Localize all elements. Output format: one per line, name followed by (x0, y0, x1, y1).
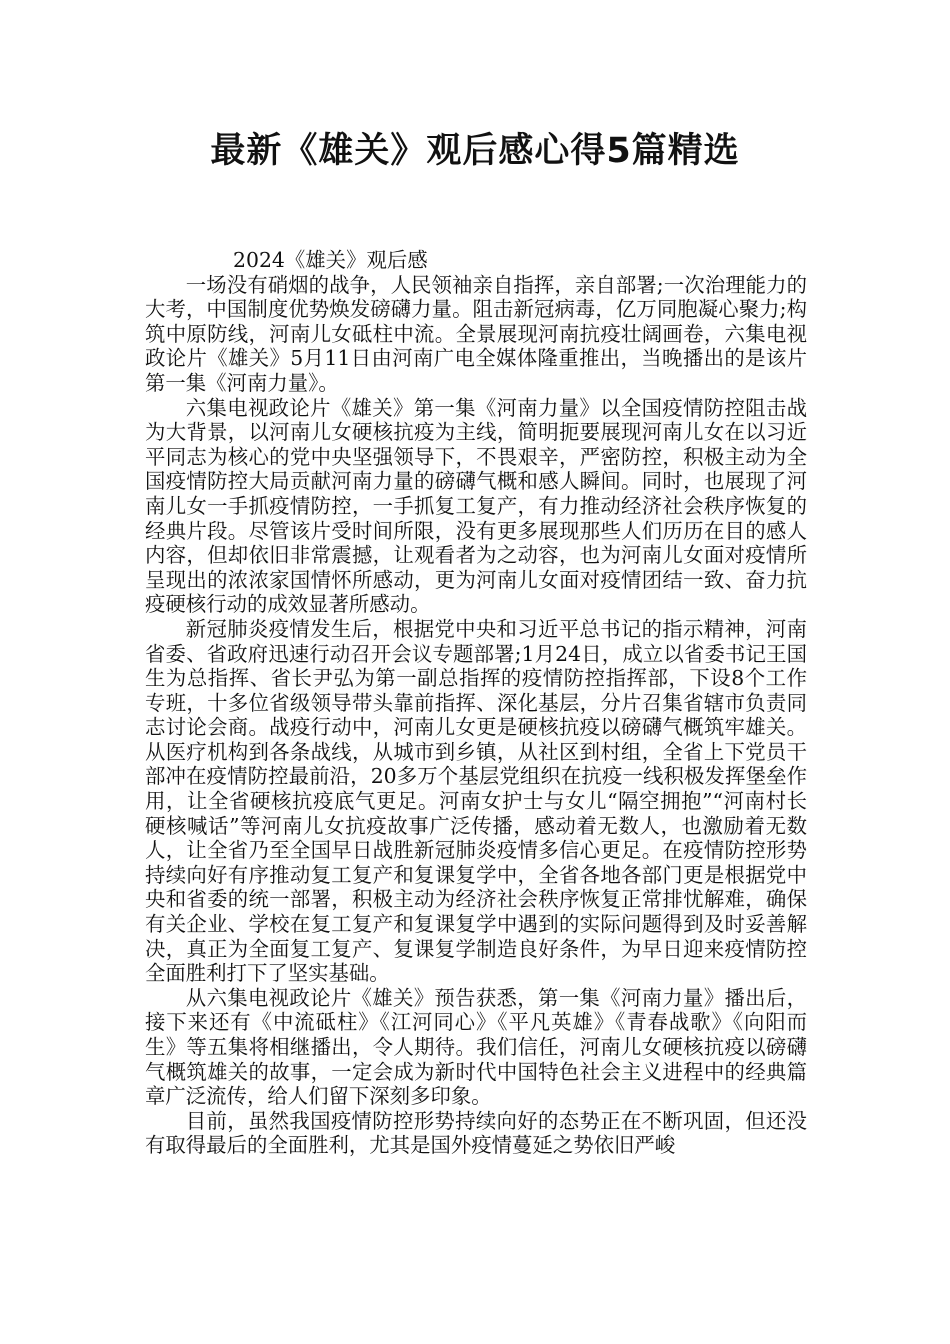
document-body (145, 248, 807, 1158)
paragraph: 目前，虽然我国疫情防控形势持续向好的态势正在不断巩固，但还没有取得最后的全面胜利，尤其是国外疫情蔓延之势依旧严峻 (145, 1108, 807, 1158)
paragraph: 从六集电视政论片《雄关》预告获悉，第一集《河南力量》播出后，接下来还有《中流砥柱》《江河同心》《平凡英雄》《青春战歌》《向阳而生》等五集将相继播出，令人期待。我们信任，河南儿女硬核抗疫以磅礴气概筑雄关的故事，一定会成为新时代中国特色社会主义进程中的经典篇章广泛流传，给人们留下深刻多印象。 (145, 985, 807, 1109)
paragraph: 六集电视政论片《雄关》第一集《河南力量》以全国疫情防控阻击战为大背景，以河南儿女硬核抗疫为主线，简明扼要展现河南儿女在以习近平同志为核心的党中央坚强领导下，不畏艰辛，严密防控，积极主动为全国疫情防控大局贡献河南力量的磅礴气概和感人瞬间。同时，也展现了河南儿女一手抓疫情防控，一手抓复工复产，有力推动经济社会秩序恢复的经典片段。尽管该片受时间所限，没有更多展现那些人们历历在目的感人内容，但却依旧非常震撼，让观看者为之动容，也为河南儿女面对疫情所呈现出的浓浓家国情怀所感动，更为河南儿女面对疫情团结一致、奋力抗疫硬核行动的成效显著所感动。 (145, 395, 807, 617)
paragraph: 新冠肺炎疫情发生后，根据党中央和习近平总书记的指示精神，河南省委、省政府迅速行动召开会议专题部署;1月24日，成立以省委书记王国生为总指挥、省长尹弘为第一副总指挥的疫情防控指挥部，下设8个工作专班，十多位省级领导带头靠前指挥、深化基层，分片召集省辖市负责同志讨论会商。战疫行动中，河南儿女更是硬核抗疫以磅礴气概筑牢雄关。从医疗机构到各条战线，从城市到乡镇，从社区到村组，全省上下党员干部冲在疫情防控最前沿，20多万个基层党组织在抗疫一线积极发挥堡垒作用，让全省硬核抗疫底气更足。河南女护士与女儿“隔空拥抱”“河南村长硬核喊话”等河南儿女抗疫故事广泛传播，感动着无数人，也激励着无数人，让全省乃至全国早日战胜新冠肺炎疫情多信心更足。在疫情防控形势持续向好有序推动复工复产和复课复学中，全省各地各部门更是根据党中央和省委的统一部署，积极主动为经济社会秩序恢复正常排忧解难，确保有关企业、学校在复工复产和复课复学中遇到的实际问题得到及时妥善解决，真正为全面复工复产、复课复学制造良好条件，为早日迎来疫情防控全面胜利打下了坚实基础。 (145, 616, 807, 986)
section-heading: 2024《雄关》观后感 (233, 248, 428, 272)
paragraph: 一场没有硝烟的战争，人民领袖亲自指挥，亲自部署;一次治理能力的大考，中国制度优势焕发磅礴力量。阻击新冠病毒，亿万同胞凝心聚力;构筑中原防线，河南儿女砥柱中流。全景展现河南抗疫壮阔画卷，六集电视政论片《雄关》5月11日由河南广电全媒体隆重推出，当晚播出的是该片第一集《河南力量》。 (145, 272, 807, 395)
document-title: 最新《雄关》观后感心得5篇精选 (210, 131, 740, 171)
